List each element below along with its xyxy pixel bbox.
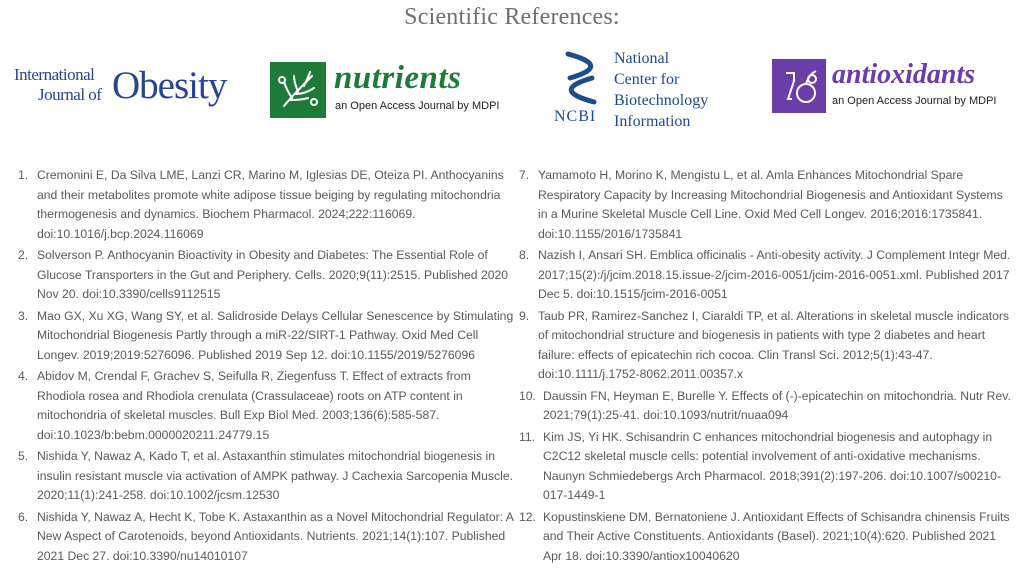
- reference-text: Nazish I, Ansari SH. Emblica officinalis - Anti-obesity activity. J Complement Integr Med. 2017;15(2):/j/jcim.2018.15.issue-2/jcim-2016-0051/jcim-2016-0051.xml. Published 2017 Dec 5. doi:10.1515/jcim-2016-0051: [538, 248, 1011, 301]
- ncbi-logo-abbr: NCBI: [554, 108, 597, 125]
- reference-number: 10.: [519, 388, 536, 403]
- ncbi-logo-line1: National: [614, 50, 670, 67]
- reference-number: 2.: [18, 248, 29, 262]
- reference-text: Kopustinskiene DM, Bernatoniene J. Antioxidant Effects of Schisandra chinensis Fruits and Their Active Constituents. Antioxidants (Basel). 2021;10(4):620. Published 2021 Apr 18. doi:10.3390/antiox10040620: [543, 509, 1010, 563]
- reference-number: 4.: [18, 369, 29, 383]
- reference-text: Nishida Y, Nawaz A, Hecht K, Tobe K. Astaxanthin as a Novel Mitochondrial Regulator: A New Aspect of Carotenoids, beyond Antioxidants. Nutrients. 2021;14(1):107. Published 2021 Dec 27. doi:10.3390/nu14010107: [37, 509, 514, 563]
- reference-text: Cremonini E, Da Silva LME, Lanzi CR, Marino M, Iglesias DE, Oteiza PI. Anthocyanins and their metabolites promote white adipose tissue beiging by regulating mitochondria thermogenesis and dynamics. Biochem Pharmacol. 2024;222:116069. doi:10.1016/j.bcp.2024.116069: [37, 168, 504, 241]
- reference-number: 5.: [18, 449, 29, 463]
- ijo-logo-wordmark: Obesity: [112, 64, 227, 107]
- reference-text: Daussin FN, Heyman E, Burelle Y. Effects of (-)-epicatechin on mitochondria. Nutr Rev. 2021;79(1):25-41. doi:10.1093/nutrit/nuaa094: [543, 388, 1011, 422]
- reference-number: 7.: [519, 168, 530, 182]
- reference-text: Solverson P. Anthocyanin Bioactivity in Obesity and Diabetes: The Essential Role of Glucose Transporters in the Gut and Periphery. Cells. 2020;9(11):2515. Published 2020 Nov 20. doi:10.3390/cells9112515: [37, 248, 509, 301]
- reference-item-11: [519, 428, 1011, 506]
- reference-number: 8.: [519, 248, 530, 262]
- reference-item-8: [519, 246, 1011, 305]
- reference-text: Taub PR, Ramirez-Sanchez I, Ciaraldi TP, et al. Alterations in skeletal muscle indicators of mitochondrial structure and biogenesis in patients with type 2 diabetes and heart failure: effects of epicatechin rich cocoa. Clin Transl Sci. 2012;5(1):43-47. doi:10.1111/j.1752-8062.2011.00357.x: [538, 308, 1010, 381]
- reference-number: 3.: [18, 308, 29, 323]
- reference-text: Kim JS, Yi HK. Schisandrin C enhances mitochondrial biogenesis and autophagy in C2C12 skeletal muscle cells: potential involvement of anti-oxidative mechanisms. Naunyn Schmiedebergs Arch Pharmacol. 2018;391(2):197-206. doi:10.1007/s00210-017-1449-1: [543, 429, 1002, 502]
- nutrients-emblem-icon: [270, 62, 326, 118]
- ijo-logo-line2: Journal of: [38, 85, 102, 104]
- reference-item-9: [519, 307, 1011, 385]
- page-title: Scientific References:: [404, 4, 620, 30]
- reference-item-3: [18, 307, 518, 366]
- antioxidants-logo: [772, 59, 1002, 115]
- reference-number: 9.: [519, 308, 530, 323]
- reference-text: Mao GX, Xu XG, Wang SY, et al. Salidroside Delays Cellular Senescence by Stimulating Mitochondrial Biogenesis Partly through a miR-22/SIRT-1 Pathway. Oxid Med Cell Longev. 2019;2019:5276096. Published 2019 Sep 12. doi:10.1155/2019/5276096: [37, 308, 514, 362]
- reference-number: 1.: [18, 168, 29, 182]
- ncbi-logo-line4: Information: [614, 113, 691, 130]
- reference-item-1: [18, 166, 518, 244]
- references-left-column: [18, 166, 518, 568]
- ncbi-logo: [552, 48, 732, 128]
- ijo-logo-line1: International: [14, 65, 95, 84]
- antioxidants-logo-name: antioxidants: [832, 59, 976, 90]
- reference-number: 12.: [519, 509, 536, 524]
- nutrients-logo-subtitle: an Open Access Journal by MDPI: [335, 100, 500, 112]
- reference-text: Nishida Y, Nawaz A, Kado T, et al. Astaxanthin stimulates mitochondrial biogenesis in insulin resistant muscle via activation of AMPK pathway. J Cachexia Sarcopenia Muscle. 2020;11(1):241-258. doi:10.1002/jcsm.12530: [37, 449, 513, 502]
- reference-item-6: [18, 508, 518, 567]
- reference-number: 6.: [18, 509, 29, 524]
- reference-item-10: [519, 387, 1011, 426]
- ncbi-logo-line3: Biotechnology: [614, 92, 709, 109]
- antioxidants-logo-subtitle: an Open Access Journal by MDPI: [832, 95, 997, 107]
- ncbi-logo-text: [614, 48, 708, 132]
- reference-item-2: [18, 246, 518, 305]
- ncbi-logo-line2: Center for: [614, 71, 680, 88]
- reference-number: 11.: [519, 429, 536, 444]
- nutrients-logo-name: nutrients: [334, 60, 462, 96]
- antioxidants-emblem-icon: [772, 59, 826, 113]
- reference-item-12: [519, 508, 1011, 567]
- nutrients-logo: [270, 62, 500, 118]
- reference-item-4: [18, 367, 518, 445]
- international-journal-of-obesity-logo: [14, 62, 250, 112]
- reference-item-7: [519, 166, 1011, 244]
- reference-text: Abidov M, Crendal F, Grachev S, Seifulla R, Ziegenfuss T. Effect of extracts from Rhodiola rosea and Rhodiola crenulata (Crassulaceae) roots on ATP content in mitochondria of skeletal muscles. Bull Exp Biol Med. 2003;136(6):585-587. doi:10.1023/b:bebm.0000020211.24779.15: [37, 369, 471, 442]
- references-right-column: [519, 166, 1011, 568]
- reference-item-5: [18, 447, 518, 506]
- dna-helix-icon: [558, 50, 604, 106]
- reference-text: Yamamoto H, Morino K, Mengistu L, et al. Amla Enhances Mitochondrial Spare Respiratory Capacity by Increasing Mitochondrial Biogenesis and Antioxidant Systems in a Murine Skeletal Muscle Cell Line. Oxid Med Cell Longev. 2016;2016:1735841. doi:10.1155/2016/1735841: [538, 168, 1003, 241]
